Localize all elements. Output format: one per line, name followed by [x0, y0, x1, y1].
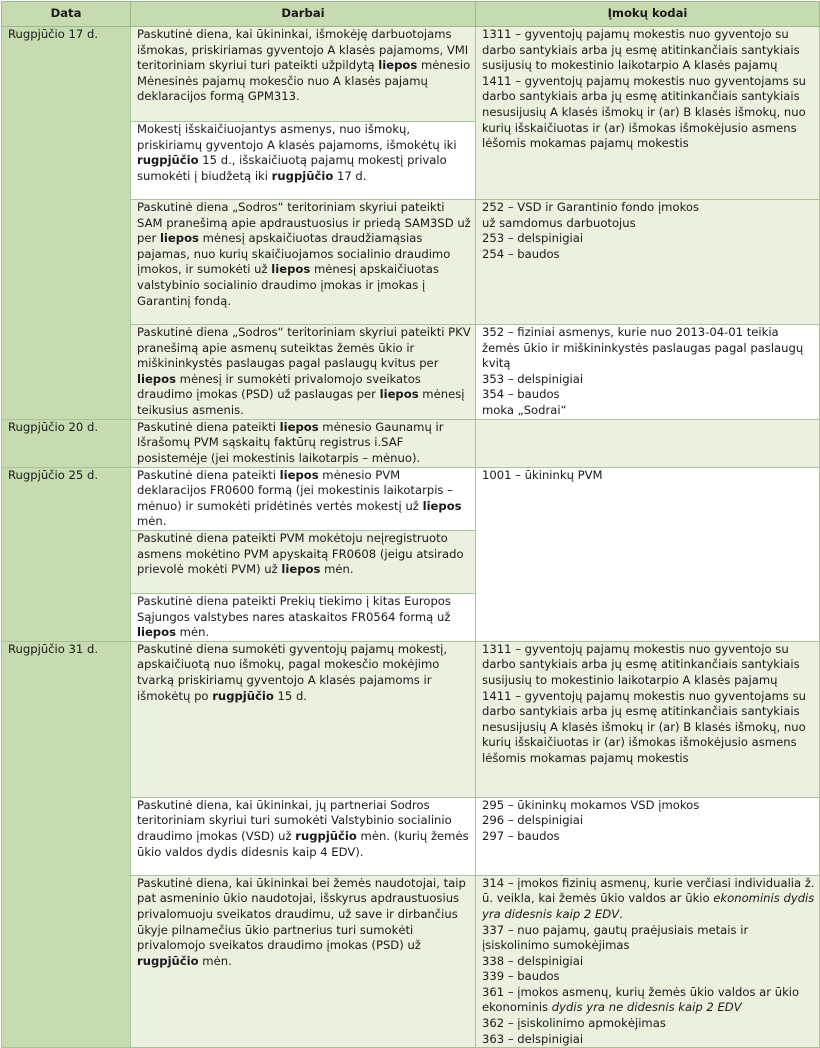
codes-cell: [476, 419, 820, 467]
task-cell: Paskutinė diena pateikti PVM mokėtoju neįregistruoto asmens mokėtino PVM apyskaitą FR0608 (jeigu atsirado prievolė mokėti PVM) už liepos mėn.: [131, 530, 476, 593]
codes-cell: 352 – fiziniai asmenys, kurie nuo 2013-04-01 teikia žemės ūkio ir miškininkystės paslaugas pagal paslaugų kvitą 353 – delspinigiai 354 – baudos moka „Sodrai“: [476, 325, 820, 420]
date-cell: Rugpjūčio 25 d.: [2, 467, 131, 641]
date-cell: Rugpjūčio 20 d.: [2, 419, 131, 467]
task-cell: Paskutinė diena pateikti Prekių tiekimo į kitas Europos Sąjungos valstybes nares ataskaitos FR0564 formą už liepos mėn.: [131, 593, 476, 641]
table-row: [2, 641, 820, 797]
date-cell: Rugpjūčio 17 d.: [2, 27, 131, 420]
date-cell: Rugpjūčio 31 d.: [2, 641, 131, 1048]
header-codes: Įmokų kodai: [476, 2, 820, 27]
table-row: [2, 419, 820, 467]
codes-cell: 252 – VSD ir Garantinio fondo įmokos už samdomus darbuotojus 253 – delspinigiai 254 – baudos: [476, 200, 820, 325]
table-row: [2, 27, 820, 122]
header-tasks: Darbai: [131, 2, 476, 27]
table-row: [2, 467, 820, 530]
task-cell: Paskutinė diena „Sodros“ teritoriniam skyriui pateikti SAM pranešimą apie apdraustuosius ir priedą SAM3SD už per liepos mėnesį apskaičiuotas draudžiamąsias pajamas, nuo kurių skaičiuojamos socialinio draudimo įmokos, ir sumokėti už liepos mėnesį apskaičiuotas valstybinio socialinio draudimo įmokas ir įmokas į Garantinį fondą.: [131, 200, 476, 325]
codes-cell: 1311 – gyventojų pajamų mokestis nuo gyventojo su darbo santykiais arba jų esmę atitinkančiais santykiais susijusių to mokestinio laikotarpio A klasės pajamų 1411 – gyventojų pajamų mokestis nuo gyventojams su darbo santykiais arba jų esmę atitinkančiais santykiais nesusijusių A klasės išmokų ir (ar) B klasės išmokų, nuo kurių išskaičiuotas ir (ar) išmokas išmokėjusio asmens lėšomis mokamas pajamų mokestis: [476, 27, 820, 200]
task-cell: Paskutinė diena, kai ūkininkai, jų partneriai Sodros teritoriniam skyriui turi sumokėti Valstybinio socialinio draudimo įmokas (VSD) už rugpjūčio mėn. (kurių žemės ūkio valdos dydis didesnis kaip 4 EDV).: [131, 797, 476, 875]
codes-cell: 1311 – gyventojų pajamų mokestis nuo gyventojo su darbo santykiais arba jų esmę atitinkančiais santykiais susijusių to mokestinio laikotarpio A klasės pajamų 1411 – gyventojų pajamų mokestis nuo gyventojams su darbo santykiais arba jų esmę atitinkančiais santykiais nesusijusių A klasės išmokų ir (ar) B klasės išmokų, nuo kurių išskaičiuotas ir (ar) išmokas išmokėjusio asmens lėšomis mokamas pajamų mokestis: [476, 641, 820, 797]
codes-cell: 1001 – ūkininkų PVM: [476, 467, 820, 641]
codes-cell: 314 – įmokos fizinių asmenų, kurie verčiasi individualia ž. ū. veikla, kai žemės ūkio valdos ar ūkio ekonominis dydis yra didesnis kaip 2 EDV. 337 – nuo pajamų, gautų praėjusiais metais ir įsiskolinimo sumokėjimas 338 – delspinigiai 339 – baudos 361 – įmokos asmenų, kurių žemės ūkio valdos ar ūkio ekonominis dydis yra ne didesnis kaip 2 EDV 362 – įsiskolinimo apmokėjimas 363 – delspinigiai: [476, 875, 820, 1048]
header-row: [2, 2, 820, 27]
task-cell: Paskutinė diena sumokėti gyventojų pajamų mokestį, apskaičiuotą nuo išmokų, pagal mokesčio mokėjimo tvarką priskiriamų gyventojo A klasės pajamoms ir išmokėtų po rugpjūčio 15 d.: [131, 641, 476, 797]
codes-cell: 295 – ūkininkų mokamos VSD įmokos 296 – delspinigiai 297 – baudos: [476, 797, 820, 875]
task-cell: Mokestį išskaičiuojantys asmenys, nuo išmokų, priskiriamų gyventojo A klasės pajamoms, išmokėtų iki rugpjūčio 15 d., išskaičiuotą pajamų mokestį privalo sumokėti į biudžetą iki rugpjūčio 17 d.: [131, 122, 476, 200]
task-cell: Paskutinė diena pateikti liepos mėnesio PVM deklaracijos FR0600 formą (jei mokestinis laikotarpis – mėnuo) ir sumokėti pridėtinės vertės mokestį už liepos mėn.: [131, 467, 476, 530]
header-date: Data: [2, 2, 131, 27]
task-cell: Paskutinė diena, kai ūkininkai bei žemės naudotojai, taip pat asmeninio ūkio naudotojai, išskyrus apdraustuosius privalomuoju sveikatos draudimu, už save ir dirbančius ūkyje pilnamečius ūkio partnerius turi sumokėti privalomojo sveikatos draudimo įmokas (PSD) už rugpjūčio mėn.: [131, 875, 476, 1048]
tax-calendar-table: [1, 1, 820, 1048]
task-cell: Paskutinė diena pateikti liepos mėnesio Gaunamų ir Išrašomų PVM sąskaitų faktūrų registrus i.SAF posistemėje (jei mokestinis laikotarpis – mėnuo).: [131, 419, 476, 467]
task-cell: Paskutinė diena, kai ūkininkai, išmokėję darbuotojams išmokas, priskiriamas gyventojo A klasės pajamoms, VMI teritoriniam skyriui turi pateikti užpildytą liepos mėnesio Mėnesinės pajamų mokesčio nuo A klasės pajamų deklaracijos formą GPM313.: [131, 27, 476, 122]
task-cell: Paskutinė diena „Sodros“ teritoriniam skyriui pateikti PKV pranešimą apie asmenų suteiktas žemės ūkio ir miškininkystės paslaugas pagal paslaugų kvitus per liepos mėnesį ir sumokėti privalomojo sveikatos draudimo įmokas (PSD) už paslaugas per liepos mėnesį teikusius asmenis.: [131, 325, 476, 420]
